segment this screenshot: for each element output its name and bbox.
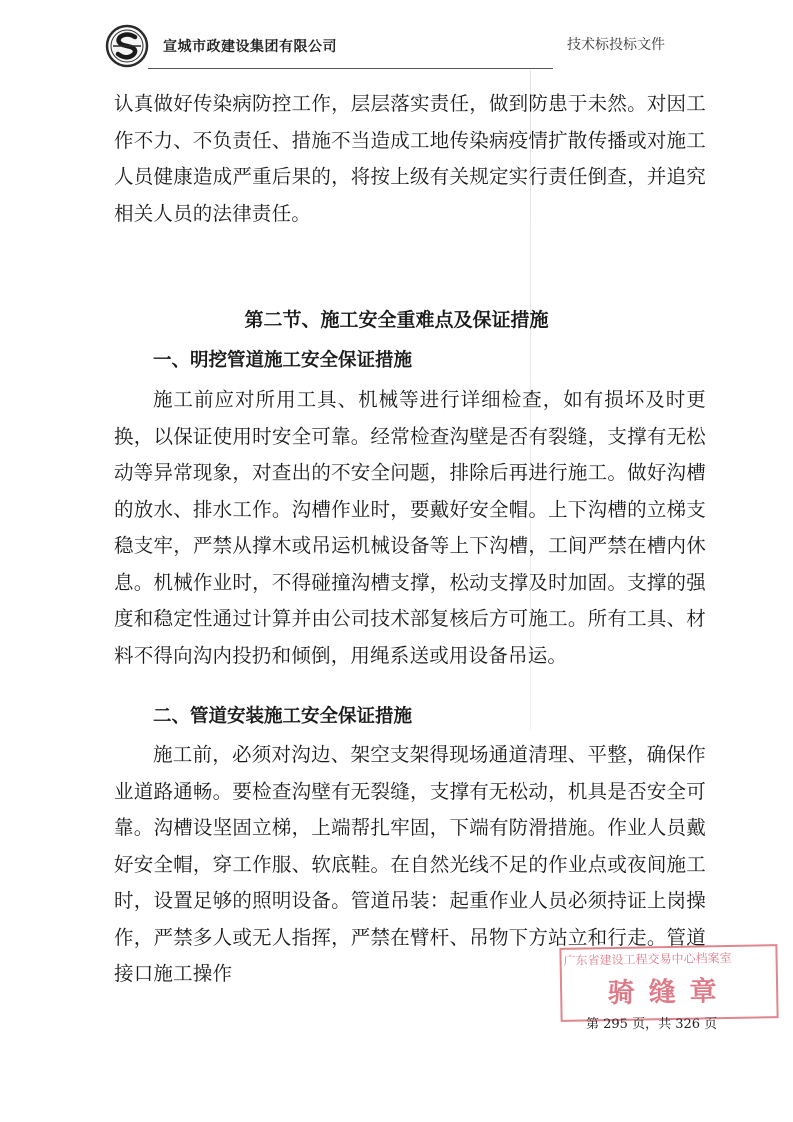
- subsection-body-2: 施工前，必须对沟边、架空支架得现场通道清理、平整，确保作业道路通畅。要检查沟壁有无裂缝，支撑有无松动，机具是否安全可靠。沟槽设坚固立梯，上端帮扎牢固，下端有防滑措施。作业人员戴好安全帽，穿工作服、软底鞋。在自然光线不足的作业点或夜间施工时，设置足够的照明设备。管道吊装：起重作业人员必须持证上岗操作，严禁多人或无人指挥，严禁在臂杆、吊物下方站立和行走。管道接口施工操作: [114, 743, 706, 985]
- intro-paragraph: 认真做好传染病防控工作，层层落实责任，做到防患于未然。对因工作不力、不负责任、措施不当造成工地传染病疫情扩散传播或对施工人员健康造成严重后果的，将按上级有关规定实行责任倒查，并追究相关人员的法律责任。: [114, 92, 706, 225]
- page-number: 第 295 页，共 326 页: [586, 1017, 718, 1032]
- section-title: 第二节、施工安全重难点及保证措施: [244, 309, 549, 331]
- stamp-main-text: 骑缝章: [607, 975, 731, 1010]
- company-name: 宣城市政建设集团有限公司: [163, 39, 337, 55]
- seam-seal-stamp: [559, 944, 778, 1022]
- document-type: 技术标投标文件: [567, 37, 665, 53]
- subsection-title-1: 一、明挖管道施工安全保证措施: [153, 350, 413, 371]
- subsection-body-1: 施工前应对所用工具、机械等进行详细检查，如有损坏及时更换，以保证使用时安全可靠。经常检查沟壁是否有裂缝，支撑有无松动等异常现象，对查出的不安全问题，排除后再进行施工。做好沟槽的放水、排水工作。沟槽作业时，要戴好安全帽。上下沟槽的立梯支稳支牢，严禁从撑木或吊运机械设备等上下沟槽，工间严禁在槽内休息。机械作业时，不得碰撞沟槽支撑，松动支撑及时加固。支撑的强度和稳定性通过计算并由公司技术部复核后方可施工。所有工具、材料不得向沟内投扔和倾倒，用绳系送或用设备吊运。: [114, 388, 706, 667]
- subsection-title-2: 二、管道安装施工安全保证措施: [153, 706, 413, 727]
- page-header: [105, 22, 705, 70]
- stamp-top-text: 广东省建设工程交易中心档案室: [563, 950, 732, 968]
- company-s-logo-icon: [105, 24, 149, 68]
- header-divider: [148, 68, 553, 69]
